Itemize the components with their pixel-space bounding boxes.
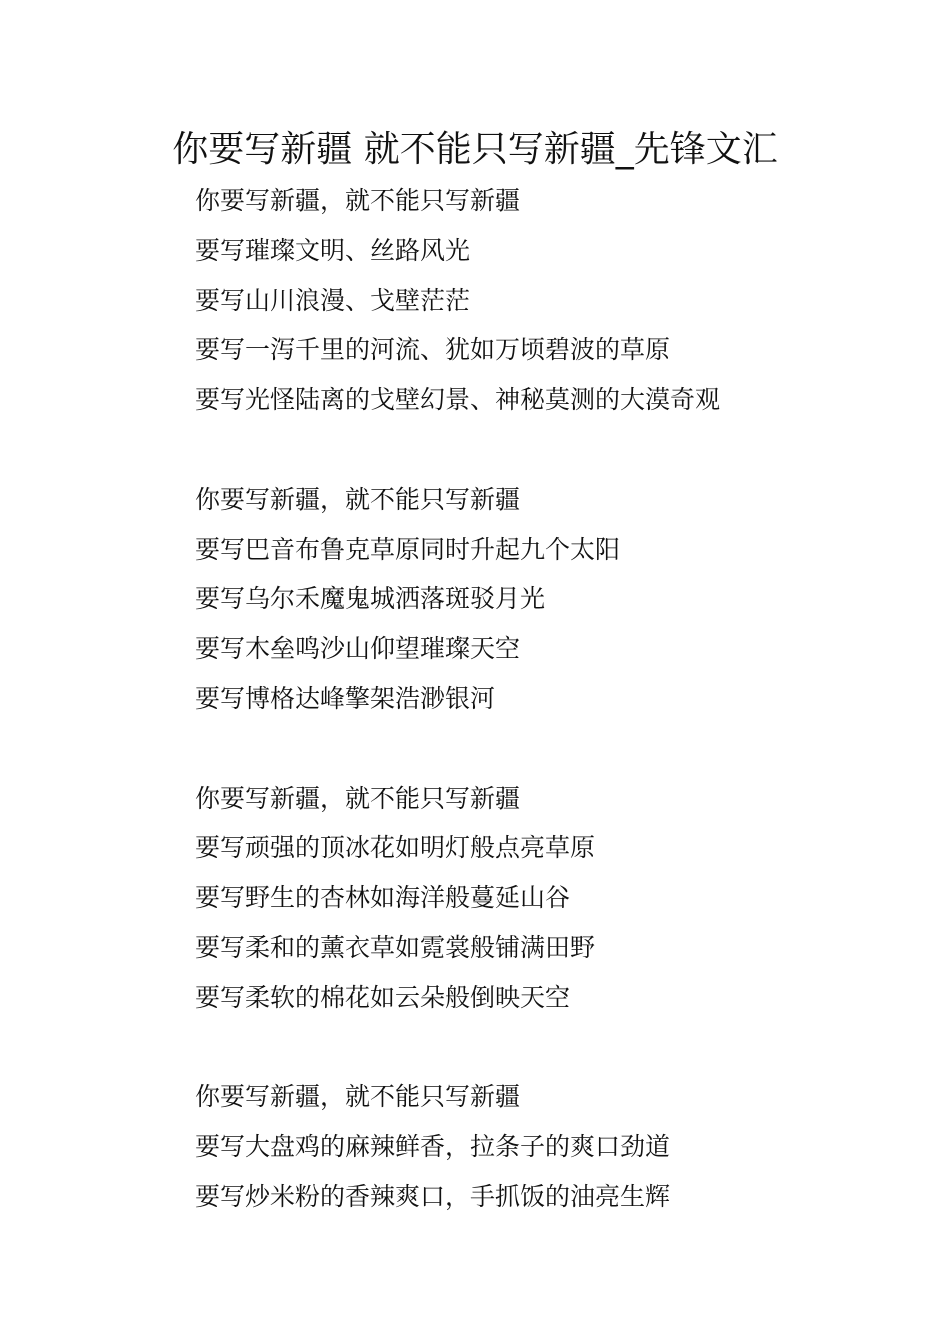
poem-line: 你要写新疆，就不能只写新疆: [195, 186, 521, 215]
stanza: [195, 176, 895, 425]
poem-line: 要写巴音布鲁克草原同时升起九个太阳: [195, 534, 621, 564]
poem-line: 你要写新疆，就不能只写新疆: [195, 1082, 521, 1112]
stanza-spacer: [195, 425, 895, 475]
poem-line: 你要写新疆，就不能只写新疆: [195, 783, 521, 813]
poem-line: 要写山川浪漫、戈壁茫茫: [195, 285, 471, 315]
poem-line: 要写顽强的顶冰花如明灯般点亮草原: [195, 833, 596, 863]
stanza: [195, 475, 895, 724]
poem-line: 要写璀璨文明、丝路风光: [195, 235, 471, 265]
poem-line: 要写一泻千里的河流、犹如万顷碧波的草原: [195, 335, 671, 365]
poem-line: 要写野生的杏林如海洋般蔓延山谷: [195, 883, 571, 913]
poem-line: 要写木垒鸣沙山仰望璀璨天空: [195, 634, 521, 664]
stanza: [195, 1072, 895, 1221]
poem-line: 要写博格达峰擎架浩渺银河: [195, 683, 496, 713]
poem-line: 要写乌尔禾魔鬼城洒落斑驳月光: [195, 584, 546, 614]
stanza-spacer: [195, 724, 895, 774]
poem-line: 要写柔软的棉花如云朵般倒映天空: [195, 982, 571, 1012]
poem-line: 要写光怪陆离的戈壁幻景、神秘莫测的大漠奇观: [195, 385, 721, 415]
poem-body: [195, 176, 895, 1222]
stanza: [195, 774, 895, 1023]
poem-line: 要写炒米粉的香辣爽口，手抓饭的油亮生辉: [195, 1181, 671, 1211]
document-title: 你要写新疆 就不能只写新疆_先锋文汇: [172, 129, 778, 170]
stanza-spacer: [195, 1023, 895, 1073]
poem-line: 要写大盘鸡的麻辣鲜香，拉条子的爽口劲道: [195, 1132, 671, 1162]
poem-line: 你要写新疆，就不能只写新疆: [195, 484, 521, 514]
poem-line: 要写柔和的薰衣草如霓裳般铺满田野: [195, 932, 596, 962]
